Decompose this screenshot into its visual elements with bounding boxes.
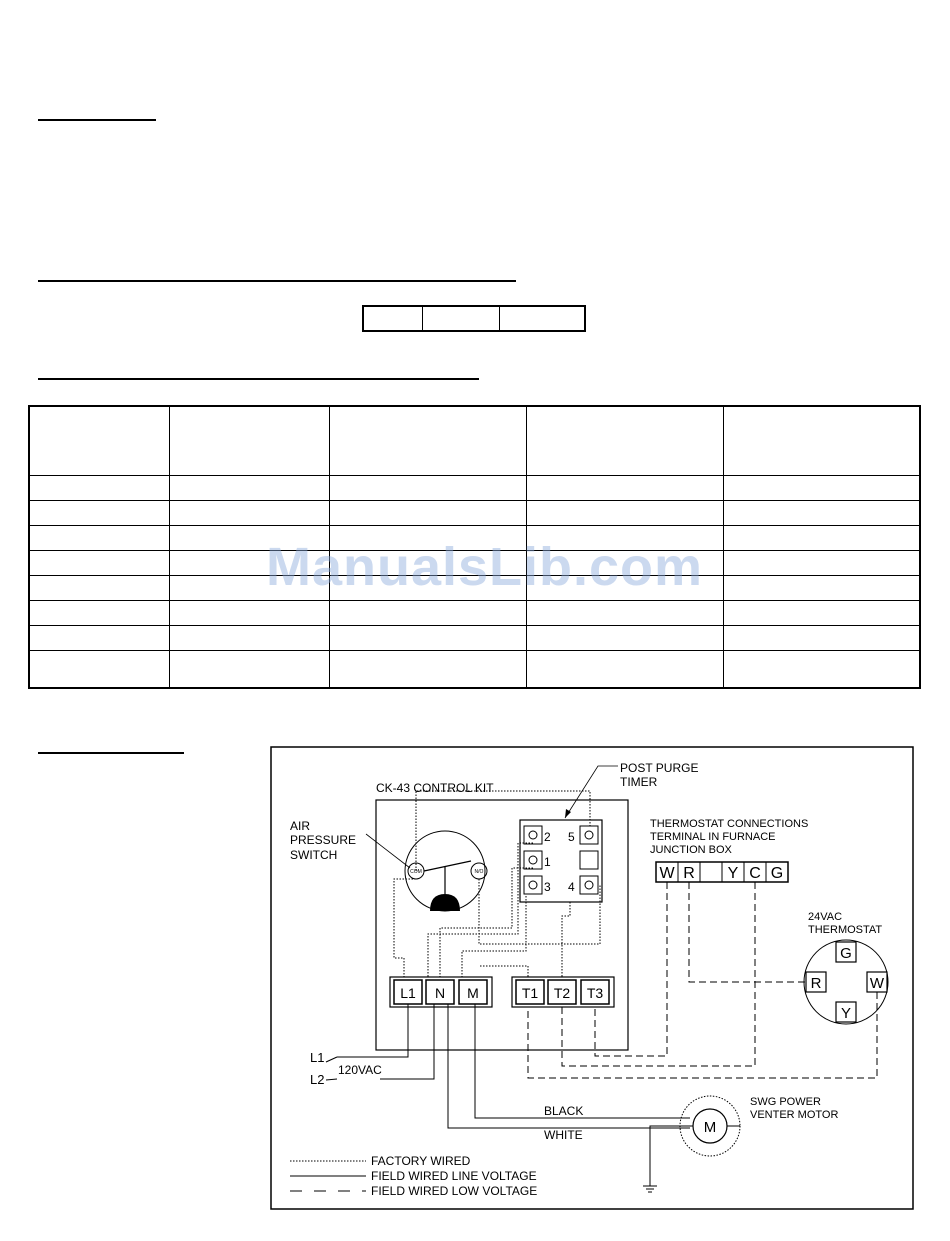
jbox-term-y: Y bbox=[727, 865, 739, 882]
low-voltage-terminal-strip bbox=[512, 977, 614, 1007]
watermark: ManualsLib.com bbox=[266, 537, 704, 597]
wire-black-label: BLACK bbox=[544, 1104, 584, 1118]
wire-white-label: WHITE bbox=[544, 1128, 583, 1142]
jbox-term-r: R bbox=[683, 865, 695, 882]
jbox-term-c: C bbox=[749, 865, 761, 882]
timer-term-4: 4 bbox=[568, 880, 575, 894]
table-row bbox=[29, 500, 920, 525]
jbox-term-g: G bbox=[770, 865, 784, 882]
legend-field-line-voltage: FIELD WIRED LINE VOLTAGE bbox=[371, 1169, 537, 1183]
kit-term-m: M bbox=[467, 985, 479, 1001]
control-kit-box bbox=[376, 800, 628, 1050]
tstat-conn-label-1: THERMOSTAT CONNECTIONS bbox=[650, 818, 809, 830]
thermostat-label-2: THERMOSTAT bbox=[808, 924, 883, 936]
kit-term-t1: T1 bbox=[521, 985, 539, 1001]
aps-label-3: SWITCH bbox=[290, 848, 338, 862]
section-rule-4 bbox=[38, 752, 184, 754]
table-row bbox=[29, 600, 920, 625]
timer-term-2: 2 bbox=[544, 830, 551, 844]
table-header-row bbox=[29, 406, 920, 475]
control-kit-label: CK-43 CONTROL KIT bbox=[376, 781, 494, 795]
section-rule-2 bbox=[38, 280, 516, 282]
small-table-cell bbox=[423, 307, 500, 330]
supply-l1: L1 bbox=[310, 1050, 325, 1065]
tstat-conn-label-3: JUNCTION BOX bbox=[650, 844, 732, 856]
thermostat-term-g: G bbox=[840, 945, 852, 962]
thermostat-term-y: Y bbox=[840, 1005, 852, 1022]
line-voltage-terminal-strip bbox=[390, 977, 492, 1007]
aps-com-label: COM bbox=[410, 869, 422, 875]
kit-term-n: N bbox=[434, 985, 446, 1001]
small-table bbox=[362, 305, 586, 332]
table-row bbox=[29, 650, 920, 688]
supply-voltage: 120VAC bbox=[338, 1063, 382, 1077]
jbox-term-w: W bbox=[659, 865, 675, 882]
timer-label-2: TIMER bbox=[620, 775, 658, 789]
motor-label-1: SWG POWER bbox=[750, 1096, 821, 1108]
aps-label-2: PRESSURE bbox=[290, 833, 357, 847]
thermostat-label-1: 24VAC bbox=[808, 911, 843, 923]
timer-term-3: 3 bbox=[544, 880, 551, 894]
aps-label-1: AIR bbox=[290, 819, 311, 833]
wiring-diagram bbox=[270, 746, 916, 1212]
thermostat-term-w: W bbox=[869, 975, 885, 992]
tstat-conn-label-2: TERMINAL IN FURNACE bbox=[650, 831, 776, 843]
aps-no-label: N/O bbox=[474, 869, 484, 875]
motor-symbol: M bbox=[703, 1119, 717, 1136]
ground-icon bbox=[643, 1186, 657, 1192]
supply-l2: L2 bbox=[310, 1072, 325, 1087]
table-row bbox=[29, 475, 920, 500]
thermostat-term-r: R bbox=[810, 975, 822, 992]
section-rule-1 bbox=[38, 119, 156, 121]
kit-term-t3: T3 bbox=[586, 985, 604, 1001]
small-table-cell bbox=[500, 307, 584, 330]
timer-term-5: 5 bbox=[568, 830, 575, 844]
junction-box-terminals bbox=[656, 862, 788, 882]
table-row bbox=[29, 625, 920, 650]
small-table-cell bbox=[364, 307, 423, 330]
legend-factory-wired: FACTORY WIRED bbox=[371, 1154, 471, 1168]
timer-label-1: POST PURGE bbox=[620, 761, 699, 775]
kit-term-t2: T2 bbox=[553, 985, 571, 1001]
timer-box bbox=[520, 820, 602, 902]
timer-term-1: 1 bbox=[544, 855, 551, 869]
kit-term-l1: L1 bbox=[400, 985, 416, 1001]
legend-field-low-voltage: FIELD WIRED LOW VOLTAGE bbox=[371, 1184, 538, 1198]
motor-label-2: VENTER MOTOR bbox=[750, 1109, 839, 1121]
section-rule-3 bbox=[38, 378, 479, 380]
